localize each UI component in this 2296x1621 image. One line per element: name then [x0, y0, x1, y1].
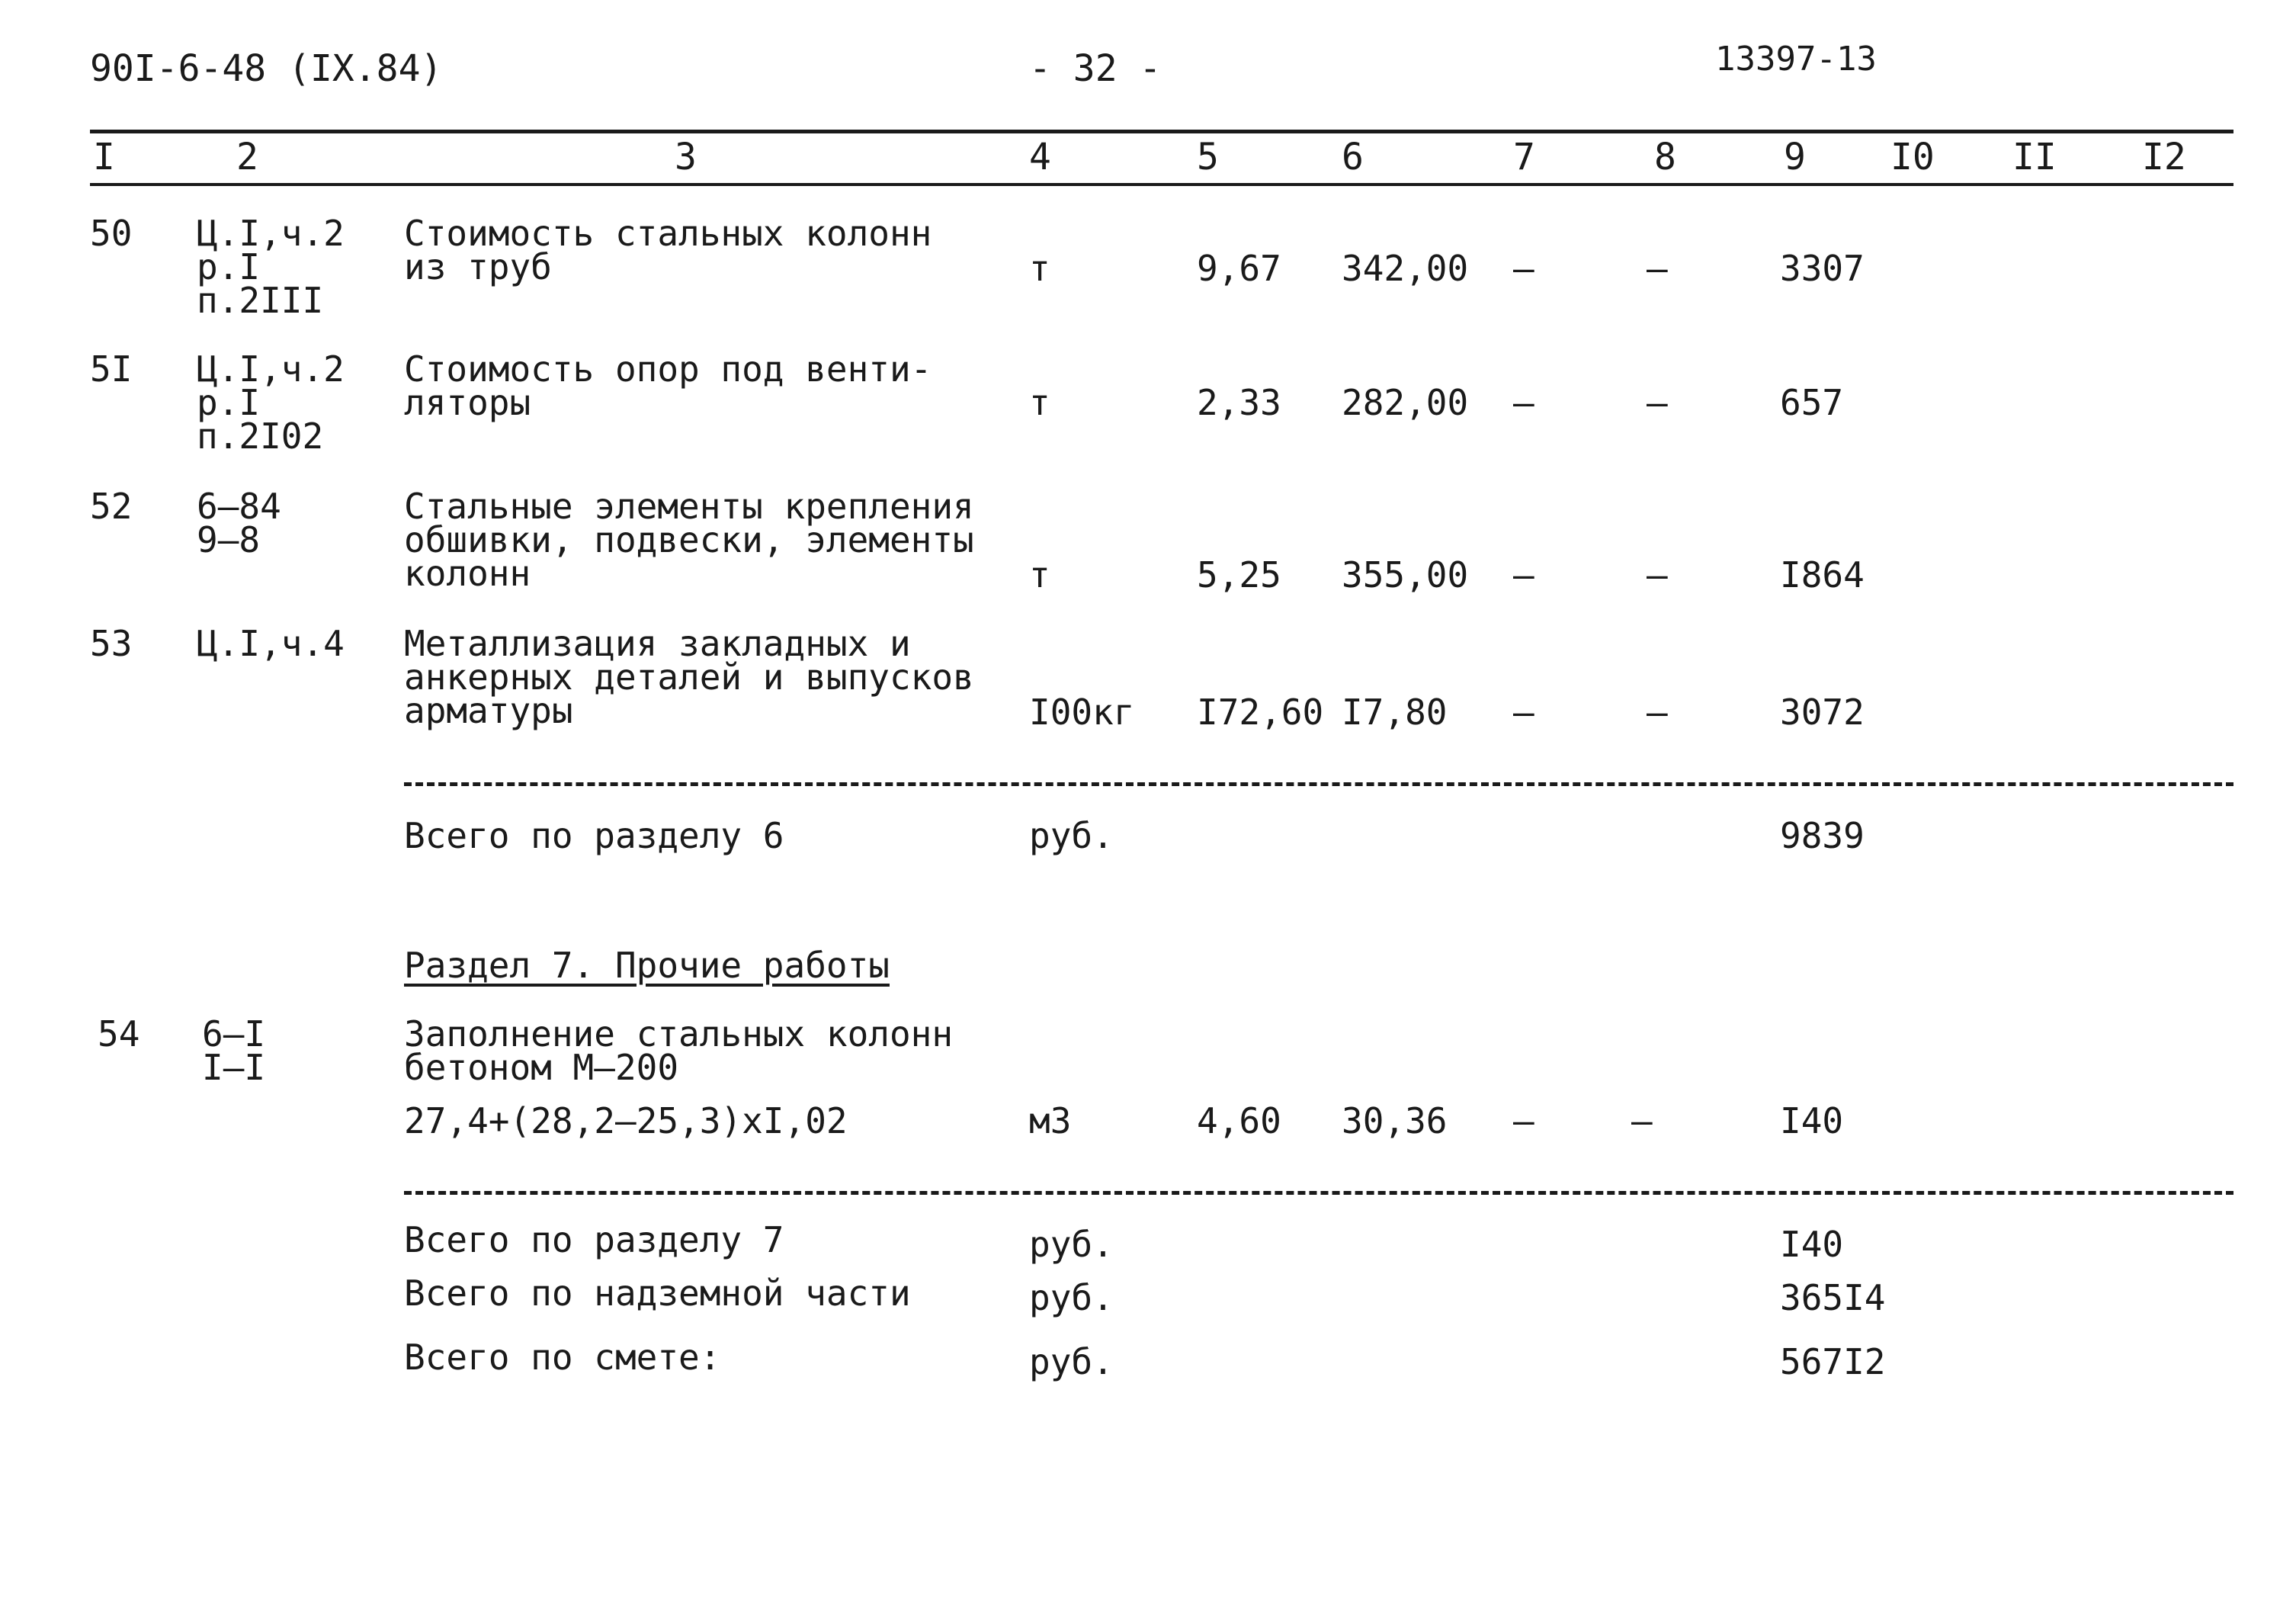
column-number: 5 [1197, 136, 1219, 178]
column-number: II [2012, 136, 2057, 178]
reference-code: 9–8 [197, 519, 261, 560]
row-number: 5I [90, 348, 133, 390]
reference-code: р.I [197, 246, 261, 287]
quantity-cell: 4,60 [1197, 1100, 1281, 1141]
reference-code: Ц.I,ч.2 [197, 213, 345, 254]
total-value: 9839 [1780, 815, 1865, 856]
total-cell: 3307 [1780, 248, 1865, 289]
total-value: 365I4 [1780, 1277, 1886, 1318]
total-unit: руб. [1029, 1341, 1114, 1382]
item-description: из труб [404, 246, 552, 287]
price-cell: 282,00 [1342, 382, 1469, 423]
quantity-cell: I72,60 [1197, 692, 1324, 733]
total-label: Всего по смете: [404, 1337, 721, 1378]
item-description: Заполнение стальных колонн [404, 1013, 954, 1054]
dashed-separator [404, 782, 2233, 786]
column-number: I0 [1890, 136, 1935, 178]
row-number: 53 [90, 623, 133, 664]
unit-cell: т [1029, 382, 1050, 423]
header-rule [90, 183, 2233, 186]
item-description: колонн [404, 553, 531, 594]
column-number: 6 [1342, 136, 1364, 178]
unit-cell: т [1029, 248, 1050, 289]
column-7-cell: – [1513, 692, 1534, 733]
reference-code: р.I [197, 382, 261, 423]
column-7-cell: – [1513, 248, 1534, 289]
price-cell: I7,80 [1342, 692, 1448, 733]
column-7-cell: – [1513, 554, 1534, 595]
item-description: арматуры [404, 690, 573, 731]
total-unit: руб. [1029, 1224, 1114, 1265]
total-unit: руб. [1029, 1277, 1114, 1318]
price-cell: 355,00 [1342, 554, 1469, 595]
reference-code: I–I [202, 1047, 266, 1088]
item-description: ляторы [404, 382, 531, 423]
top-rule [90, 130, 2233, 133]
column-7-cell: – [1513, 382, 1534, 423]
reference-code: Ц.I,ч.4 [197, 623, 345, 664]
item-description: обшивки, подвески, элементы [404, 519, 974, 560]
unit-cell: т [1029, 554, 1050, 595]
row-number: 50 [90, 213, 133, 254]
total-cell: 657 [1780, 382, 1844, 423]
quantity-cell: 5,25 [1197, 554, 1281, 595]
section-heading: Раздел 7. Прочие работы [404, 945, 890, 986]
reference-code: 6–84 [197, 486, 281, 527]
column-number: 8 [1654, 136, 1676, 178]
quantity-cell: 2,33 [1197, 382, 1281, 423]
dashed-separator [404, 1191, 2233, 1195]
page-number: - 32 - [1029, 47, 1162, 90]
column-number: 4 [1029, 136, 1051, 178]
unit-cell: м3 [1029, 1100, 1072, 1141]
total-value: 567I2 [1780, 1341, 1886, 1382]
item-description: Металлизация закладных и [404, 623, 911, 664]
quantity-cell: 9,67 [1197, 248, 1281, 289]
column-number: 9 [1784, 136, 1806, 178]
column-7-cell: – [1513, 1100, 1534, 1141]
column-8-cell: – [1647, 692, 1668, 733]
item-description: Стоимость стальных колонн [404, 213, 932, 254]
item-description: Стоимость опор под венти- [404, 348, 932, 390]
column-number: 7 [1513, 136, 1535, 178]
column-8-cell: – [1647, 382, 1668, 423]
quantity-formula: 27,4+(28,2–25,3)xI,02 [404, 1100, 848, 1141]
column-8-cell: – [1647, 554, 1668, 595]
column-number: I2 [2142, 136, 2186, 178]
total-unit: руб. [1029, 815, 1114, 856]
reference-code: 6–I [202, 1013, 266, 1054]
total-cell: I40 [1780, 1100, 1844, 1141]
total-label: Всего по разделу 7 [404, 1219, 784, 1260]
column-number: I [93, 136, 115, 178]
column-number: 2 [236, 136, 258, 178]
item-description: бетоном М–200 [404, 1047, 679, 1088]
total-cell: I864 [1780, 554, 1865, 595]
column-8-cell: – [1647, 248, 1668, 289]
total-value: I40 [1780, 1224, 1844, 1265]
reference-code: п.2III [197, 280, 324, 321]
reference-code: Ц.I,ч.2 [197, 348, 345, 390]
row-number: 54 [98, 1013, 140, 1054]
item-description: анкерных деталей и выпусков [404, 656, 974, 698]
reference-code: п.2I02 [197, 416, 324, 457]
unit-cell: I00кг [1029, 692, 1135, 733]
document-stamp: 13397-13 [1715, 40, 1877, 79]
price-cell: 342,00 [1342, 248, 1469, 289]
column-8-cell: – [1631, 1100, 1653, 1141]
total-label: Всего по разделу 6 [404, 815, 784, 856]
column-number: 3 [675, 136, 697, 178]
price-cell: 30,36 [1342, 1100, 1448, 1141]
row-number: 52 [90, 486, 133, 527]
document-code: 90I-6-48 (IX.84) [90, 47, 443, 90]
total-cell: 3072 [1780, 692, 1865, 733]
item-description: Стальные элементы крепления [404, 486, 974, 527]
total-label: Всего по надземной части [404, 1273, 911, 1314]
